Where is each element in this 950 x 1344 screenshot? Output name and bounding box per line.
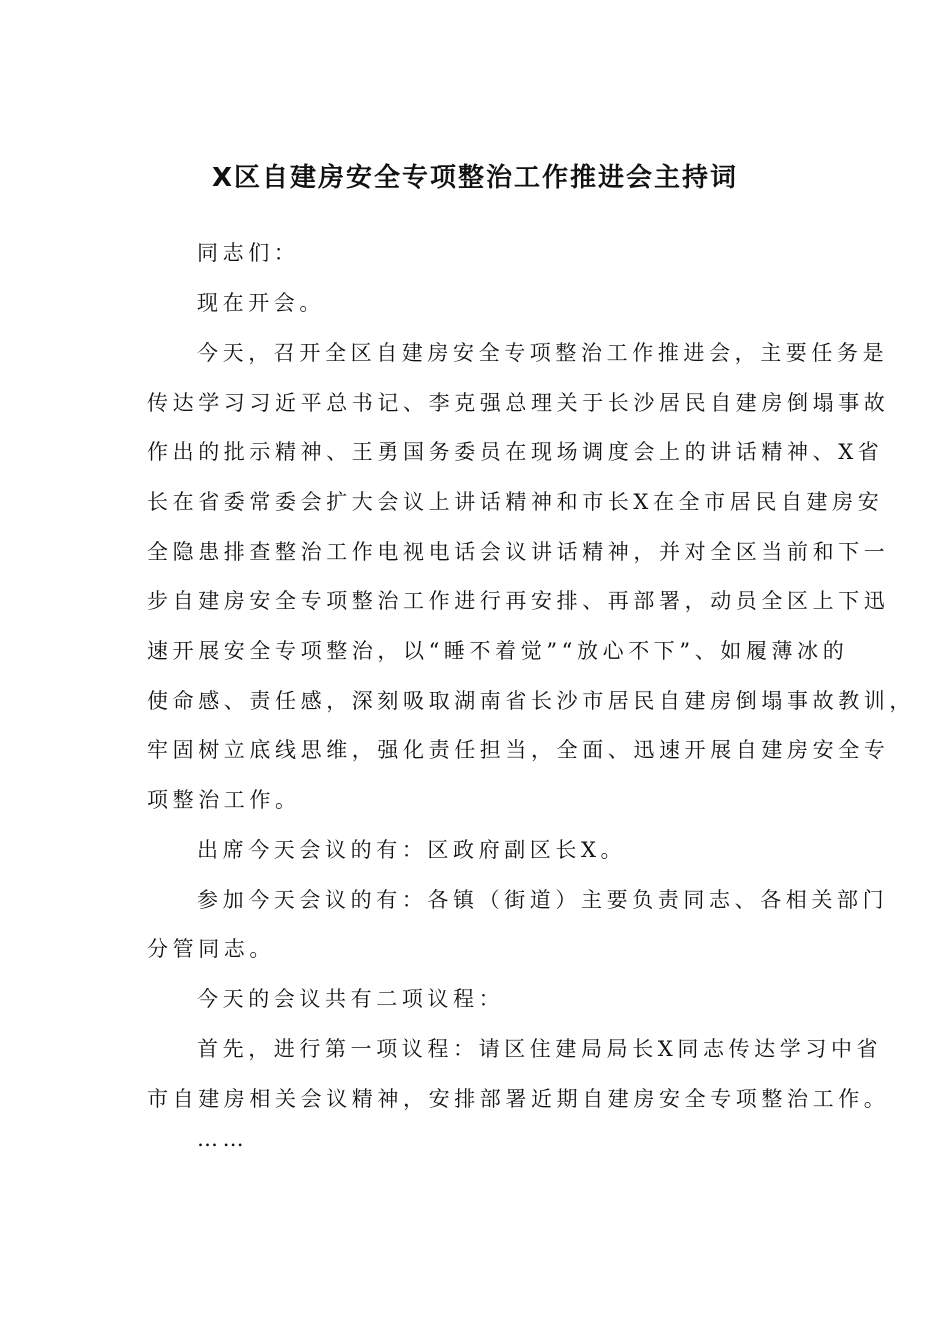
paragraph-line: 全隐患排查整治工作电视电话会议讲话精神，并对全区当前和下一 [147, 540, 890, 564]
ellipsis: …… [197, 1127, 249, 1151]
paragraph-line: 今天，召开全区自建房安全专项整治工作推进会，主要任务是 [197, 341, 889, 365]
salutation: 同志们： [197, 241, 300, 265]
paragraph-line: 传达学习习近平总书记、李克强总理关于长沙居民自建房倒塌事故 [147, 391, 890, 415]
paragraph-line: 项整治工作。 [147, 788, 301, 812]
attendees-line: 出席今天会议的有：区政府副区长X。 [197, 838, 627, 862]
paragraph-line: 步自建房安全专项整治工作进行再安排、再部署，动员全区上下迅 [147, 589, 890, 613]
participants-line: 分管同志。 [147, 937, 275, 961]
paragraph-line: 长在省委常委会扩大会议上讲话精神和市长X在全市居民自建房安 [147, 490, 884, 514]
document-title: X区自建房安全专项整治工作推进会主持词 [211, 163, 739, 193]
opening-line: 现在开会。 [197, 291, 325, 315]
agenda-item-1: 首先，进行第一项议程：请区住建局局长X同志传达学习中省 [197, 1037, 883, 1061]
paragraph-line: 作出的批示精神、王勇国务委员在现场调度会上的讲话精神、X省 [147, 440, 884, 464]
paragraph-line: 速开展安全专项整治，以“睡不着觉”“放心不下”、如履薄冰的 [147, 639, 849, 663]
agenda-intro: 今天的会议共有二项议程： [197, 987, 505, 1011]
agenda-item-1: 市自建房相关会议精神，安排部署近期自建房安全专项整治工作。 [147, 1087, 890, 1111]
paragraph-line: 牢固树立底线思维，强化责任担当，全面、迅速开展自建房安全专 [147, 738, 890, 762]
participants-line: 参加今天会议的有：各镇（街道）主要负责同志、各相关部门 [197, 888, 889, 912]
paragraph-line: 使命感、责任感，深刻吸取湖南省长沙市居民自建房倒塌事故教训， [147, 689, 915, 713]
